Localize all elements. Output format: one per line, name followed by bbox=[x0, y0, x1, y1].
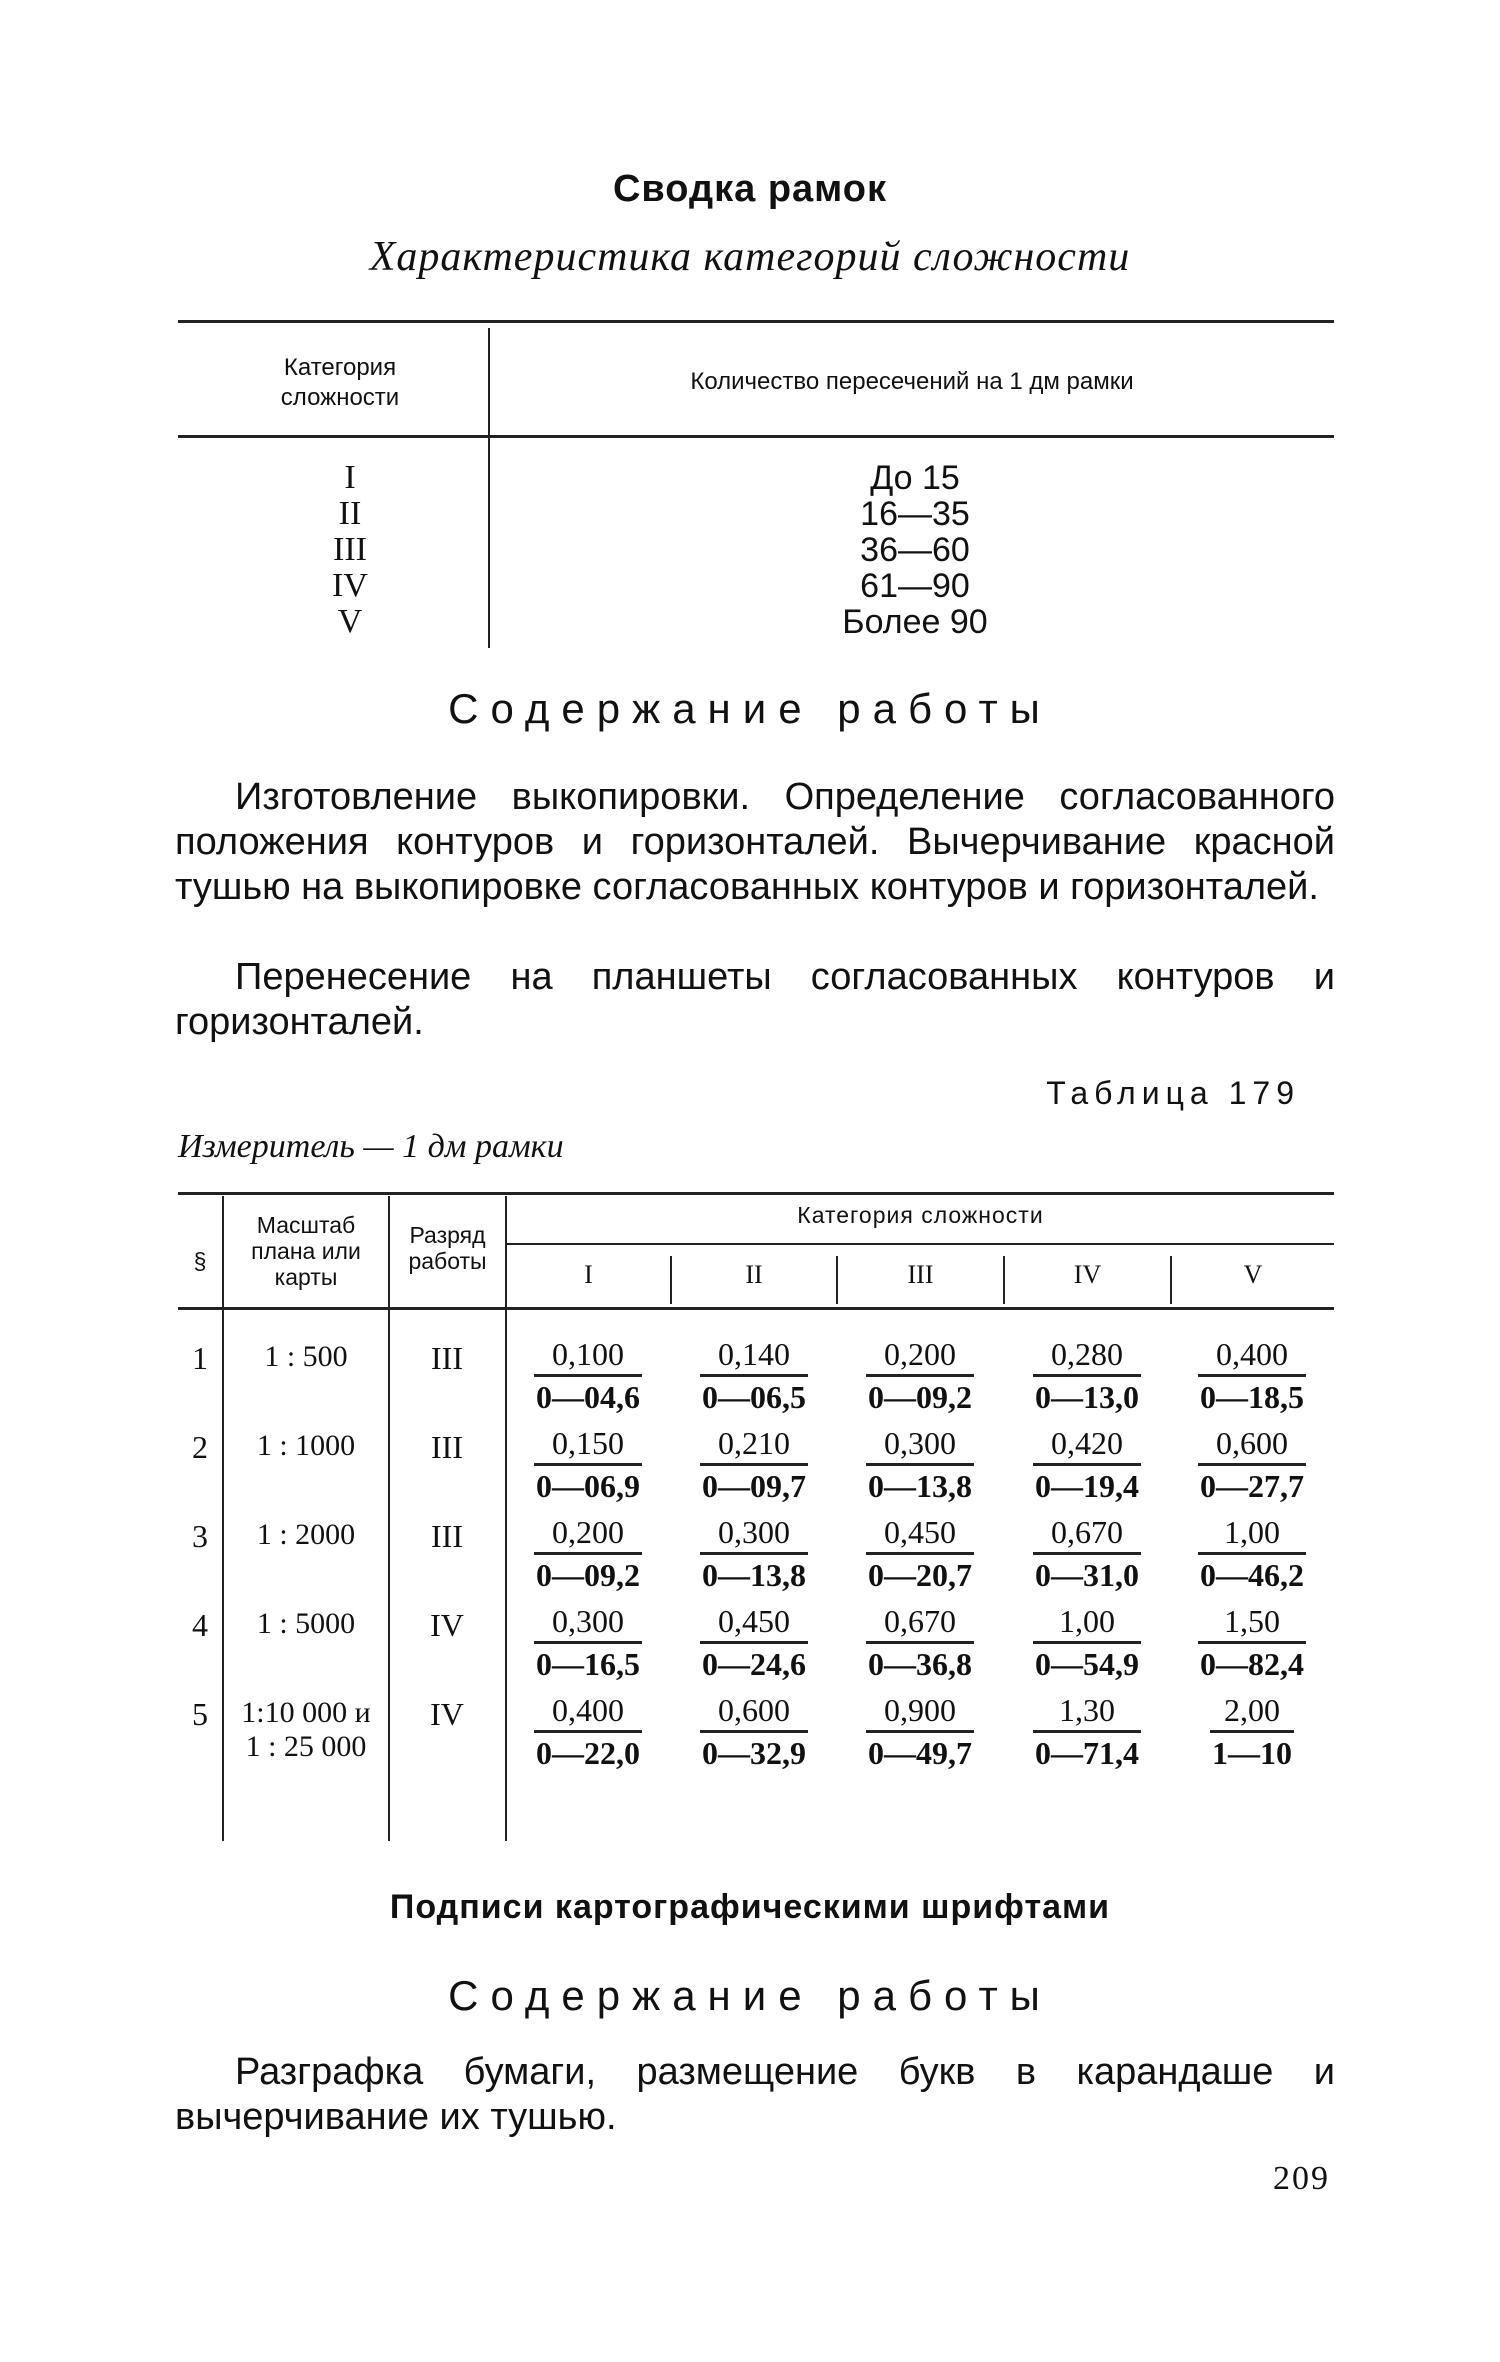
norm-rate: 0—20,7 bbox=[866, 1552, 974, 1595]
norm-hours: 1,50 bbox=[1224, 1603, 1280, 1639]
norm-value-cell bbox=[1007, 1334, 1167, 1417]
norm-hours: 0,300 bbox=[552, 1603, 624, 1639]
norm-rate: 0—06,9 bbox=[534, 1463, 642, 1506]
norm-rate: 0—09,7 bbox=[700, 1463, 808, 1506]
table1-header-count: Количество пересечений на 1 дм рамки bbox=[690, 368, 1134, 395]
norm-value-cell bbox=[674, 1334, 834, 1417]
norm-value-cell bbox=[1172, 1334, 1332, 1417]
table2-header-category: V bbox=[1243, 1260, 1263, 1289]
work-content-heading: Содержание работы bbox=[448, 685, 1052, 732]
norm-value-cell bbox=[1007, 1601, 1167, 1684]
paragraph-text: Изготовление выкопировки. Определение согласованного положения контуров и горизонталей. Вычерчивание красной тушью на выкопировке согласованных контуров и горизонталей. bbox=[175, 776, 1335, 908]
table2-header-category: IV bbox=[1073, 1260, 1102, 1289]
table2-top-rule bbox=[178, 1192, 1334, 1195]
norm-value-cell bbox=[1007, 1512, 1167, 1595]
norm-rate: 0—24,6 bbox=[700, 1641, 808, 1684]
norm-value-cell bbox=[1007, 1423, 1167, 1506]
norm-rate: 0—82,4 bbox=[1198, 1641, 1306, 1684]
norm-hours: 0,600 bbox=[1216, 1425, 1288, 1461]
table2-header-scale: Масштаб плана или карты bbox=[251, 1212, 361, 1290]
norm-rate: 0—27,7 bbox=[1198, 1463, 1306, 1506]
paragraph-text: Перенесение на планшеты согласованных контуров и горизонталей. bbox=[175, 956, 1335, 1043]
row-scale: 1 : 5000 bbox=[256, 1607, 356, 1640]
row-scale: 1:10 000 и 1 : 25 000 bbox=[241, 1696, 371, 1763]
table2-header-category: II bbox=[745, 1260, 763, 1289]
norm-hours: 0,670 bbox=[884, 1603, 956, 1639]
norm-hours: 0,200 bbox=[552, 1514, 624, 1550]
norm-value-cell bbox=[674, 1601, 834, 1684]
norm-value-cell bbox=[508, 1690, 668, 1773]
lettering-paragraph bbox=[175, 2050, 1335, 2140]
table-number-label: Таблица 179 bbox=[1046, 1075, 1300, 1111]
norm-rate: 0—13,8 bbox=[700, 1552, 808, 1595]
table1-category: IV bbox=[332, 567, 368, 604]
norm-value-cell bbox=[674, 1423, 834, 1506]
norm-hours: 2,00 bbox=[1224, 1692, 1280, 1728]
work-content-heading-2: Содержание работы bbox=[448, 1972, 1052, 2019]
norm-hours: 0,670 bbox=[1051, 1514, 1123, 1550]
norm-hours: 1,00 bbox=[1059, 1603, 1115, 1639]
norm-rate: 0—32,9 bbox=[700, 1730, 808, 1773]
norm-rate: 0—49,7 bbox=[866, 1730, 974, 1773]
norm-value-cell bbox=[508, 1334, 668, 1417]
norm-value-cell bbox=[840, 1512, 1000, 1595]
row-number: 2 bbox=[192, 1429, 208, 1465]
norm-rate: 0—22,0 bbox=[534, 1730, 642, 1773]
row-grade: IV bbox=[430, 1607, 464, 1643]
table1-category: III bbox=[333, 531, 367, 568]
table2-group-rule bbox=[507, 1243, 1334, 1245]
norm-value-cell bbox=[508, 1512, 668, 1595]
norm-rate: 0—46,2 bbox=[1198, 1552, 1306, 1595]
row-grade: III bbox=[431, 1340, 463, 1376]
table2-col-line bbox=[388, 1196, 390, 1841]
norm-hours: 0,280 bbox=[1051, 1336, 1123, 1372]
table2-header-category-group: Категория сложности bbox=[797, 1202, 1044, 1228]
table1-count: 36—60 bbox=[860, 531, 970, 569]
norm-value-cell bbox=[508, 1601, 668, 1684]
row-number: 1 bbox=[192, 1340, 208, 1376]
norm-hours: 0,100 bbox=[552, 1336, 624, 1372]
norm-value-cell bbox=[674, 1690, 834, 1773]
norm-value-cell bbox=[674, 1512, 834, 1595]
norm-hours: 0,420 bbox=[1051, 1425, 1123, 1461]
norm-rate: 0—71,4 bbox=[1033, 1730, 1141, 1773]
norm-hours: 0,450 bbox=[884, 1514, 956, 1550]
section-title-lettering: Подписи картографическими шрифтами bbox=[389, 1888, 1111, 1926]
norm-rate: 0—04,6 bbox=[534, 1374, 642, 1417]
norm-rate: 0—54,9 bbox=[1033, 1641, 1141, 1684]
norm-rate: 0—13,8 bbox=[866, 1463, 974, 1506]
norm-rate: 0—36,8 bbox=[866, 1641, 974, 1684]
norm-hours: 0,900 bbox=[884, 1692, 956, 1728]
table2-header-rule bbox=[178, 1307, 1334, 1310]
work-content-paragraph bbox=[175, 955, 1335, 1045]
norm-hours: 0,150 bbox=[552, 1425, 624, 1461]
measure-unit-label: Измеритель — 1 дм рамки bbox=[178, 1128, 564, 1165]
norm-value-cell bbox=[840, 1690, 1000, 1773]
section-subtitle-complexity: Характеристика категорий сложности bbox=[369, 234, 1131, 280]
norm-value-cell bbox=[1172, 1601, 1332, 1684]
norm-rate: 0—09,2 bbox=[866, 1374, 974, 1417]
table2-col-line bbox=[505, 1196, 507, 1841]
table2-header-grade: Разряд работы bbox=[408, 1222, 487, 1274]
norm-value-cell bbox=[508, 1423, 668, 1506]
table1-header-rule bbox=[178, 435, 1334, 438]
norm-rate: 0—18,5 bbox=[1198, 1374, 1306, 1417]
table2-header-num: § bbox=[193, 1248, 207, 1274]
table1-count: 61—90 bbox=[860, 567, 970, 605]
table1-category: II bbox=[338, 495, 362, 532]
table1-count-column bbox=[790, 460, 1040, 640]
norm-rate: 0—31,0 bbox=[1033, 1552, 1141, 1595]
norm-hours: 0,300 bbox=[884, 1425, 956, 1461]
row-grade: III bbox=[431, 1429, 463, 1465]
table1-header-category: Категория сложности bbox=[280, 354, 400, 411]
norm-rate: 1—10 bbox=[1210, 1730, 1294, 1773]
norm-hours: 0,450 bbox=[718, 1603, 790, 1639]
norm-hours: 0,600 bbox=[718, 1692, 790, 1728]
norm-value-cell bbox=[1172, 1690, 1332, 1773]
norm-rate: 0—19,4 bbox=[1033, 1463, 1141, 1506]
norm-hours: 1,00 bbox=[1224, 1514, 1280, 1550]
table1-count: 16—35 bbox=[860, 495, 970, 533]
norm-value-cell bbox=[840, 1601, 1000, 1684]
row-scale: 1 : 500 bbox=[264, 1340, 348, 1373]
norm-rate: 0—13,0 bbox=[1033, 1374, 1141, 1417]
row-number: 5 bbox=[192, 1696, 208, 1732]
row-number: 4 bbox=[192, 1607, 208, 1643]
norm-hours: 1,30 bbox=[1059, 1692, 1115, 1728]
norm-value-cell bbox=[1007, 1690, 1167, 1773]
row-scale: 1 : 1000 bbox=[256, 1429, 356, 1462]
table2-col-line bbox=[222, 1196, 224, 1841]
table1-category-column bbox=[300, 460, 400, 640]
norm-rate: 0—09,2 bbox=[534, 1552, 642, 1595]
norm-value-cell bbox=[840, 1423, 1000, 1506]
norm-hours: 0,140 bbox=[718, 1336, 790, 1372]
section-title-frames: Сводка рамок bbox=[612, 168, 888, 210]
table1-count: Более 90 bbox=[842, 603, 988, 641]
row-number: 3 bbox=[192, 1518, 208, 1554]
norm-rate: 0—06,5 bbox=[700, 1374, 808, 1417]
norm-value-cell bbox=[1172, 1423, 1332, 1506]
norm-rate: 0—16,5 bbox=[534, 1641, 642, 1684]
table1-top-rule bbox=[178, 320, 1334, 323]
norm-hours: 0,400 bbox=[1216, 1336, 1288, 1372]
table1-count: До 15 bbox=[870, 459, 960, 497]
row-grade: IV bbox=[430, 1696, 464, 1732]
norm-hours: 0,400 bbox=[552, 1692, 624, 1728]
page-number: 209 bbox=[1273, 2160, 1330, 2197]
row-grade: III bbox=[431, 1518, 463, 1554]
norm-value-cell bbox=[840, 1334, 1000, 1417]
norm-hours: 0,200 bbox=[884, 1336, 956, 1372]
table2-header-category: I bbox=[584, 1260, 593, 1289]
norm-value-cell bbox=[1172, 1512, 1332, 1595]
table1-category: I bbox=[344, 459, 356, 496]
work-content-paragraph bbox=[175, 775, 1335, 910]
norm-hours: 0,300 bbox=[718, 1514, 790, 1550]
row-scale: 1 : 2000 bbox=[256, 1518, 356, 1551]
norm-hours: 0,210 bbox=[718, 1425, 790, 1461]
table1-category: V bbox=[337, 603, 363, 640]
table2-header-category: III bbox=[907, 1260, 934, 1289]
paragraph-text: Разграфка бумаги, размещение букв в карандаше и вычерчивание их тушью. bbox=[175, 2051, 1335, 2138]
